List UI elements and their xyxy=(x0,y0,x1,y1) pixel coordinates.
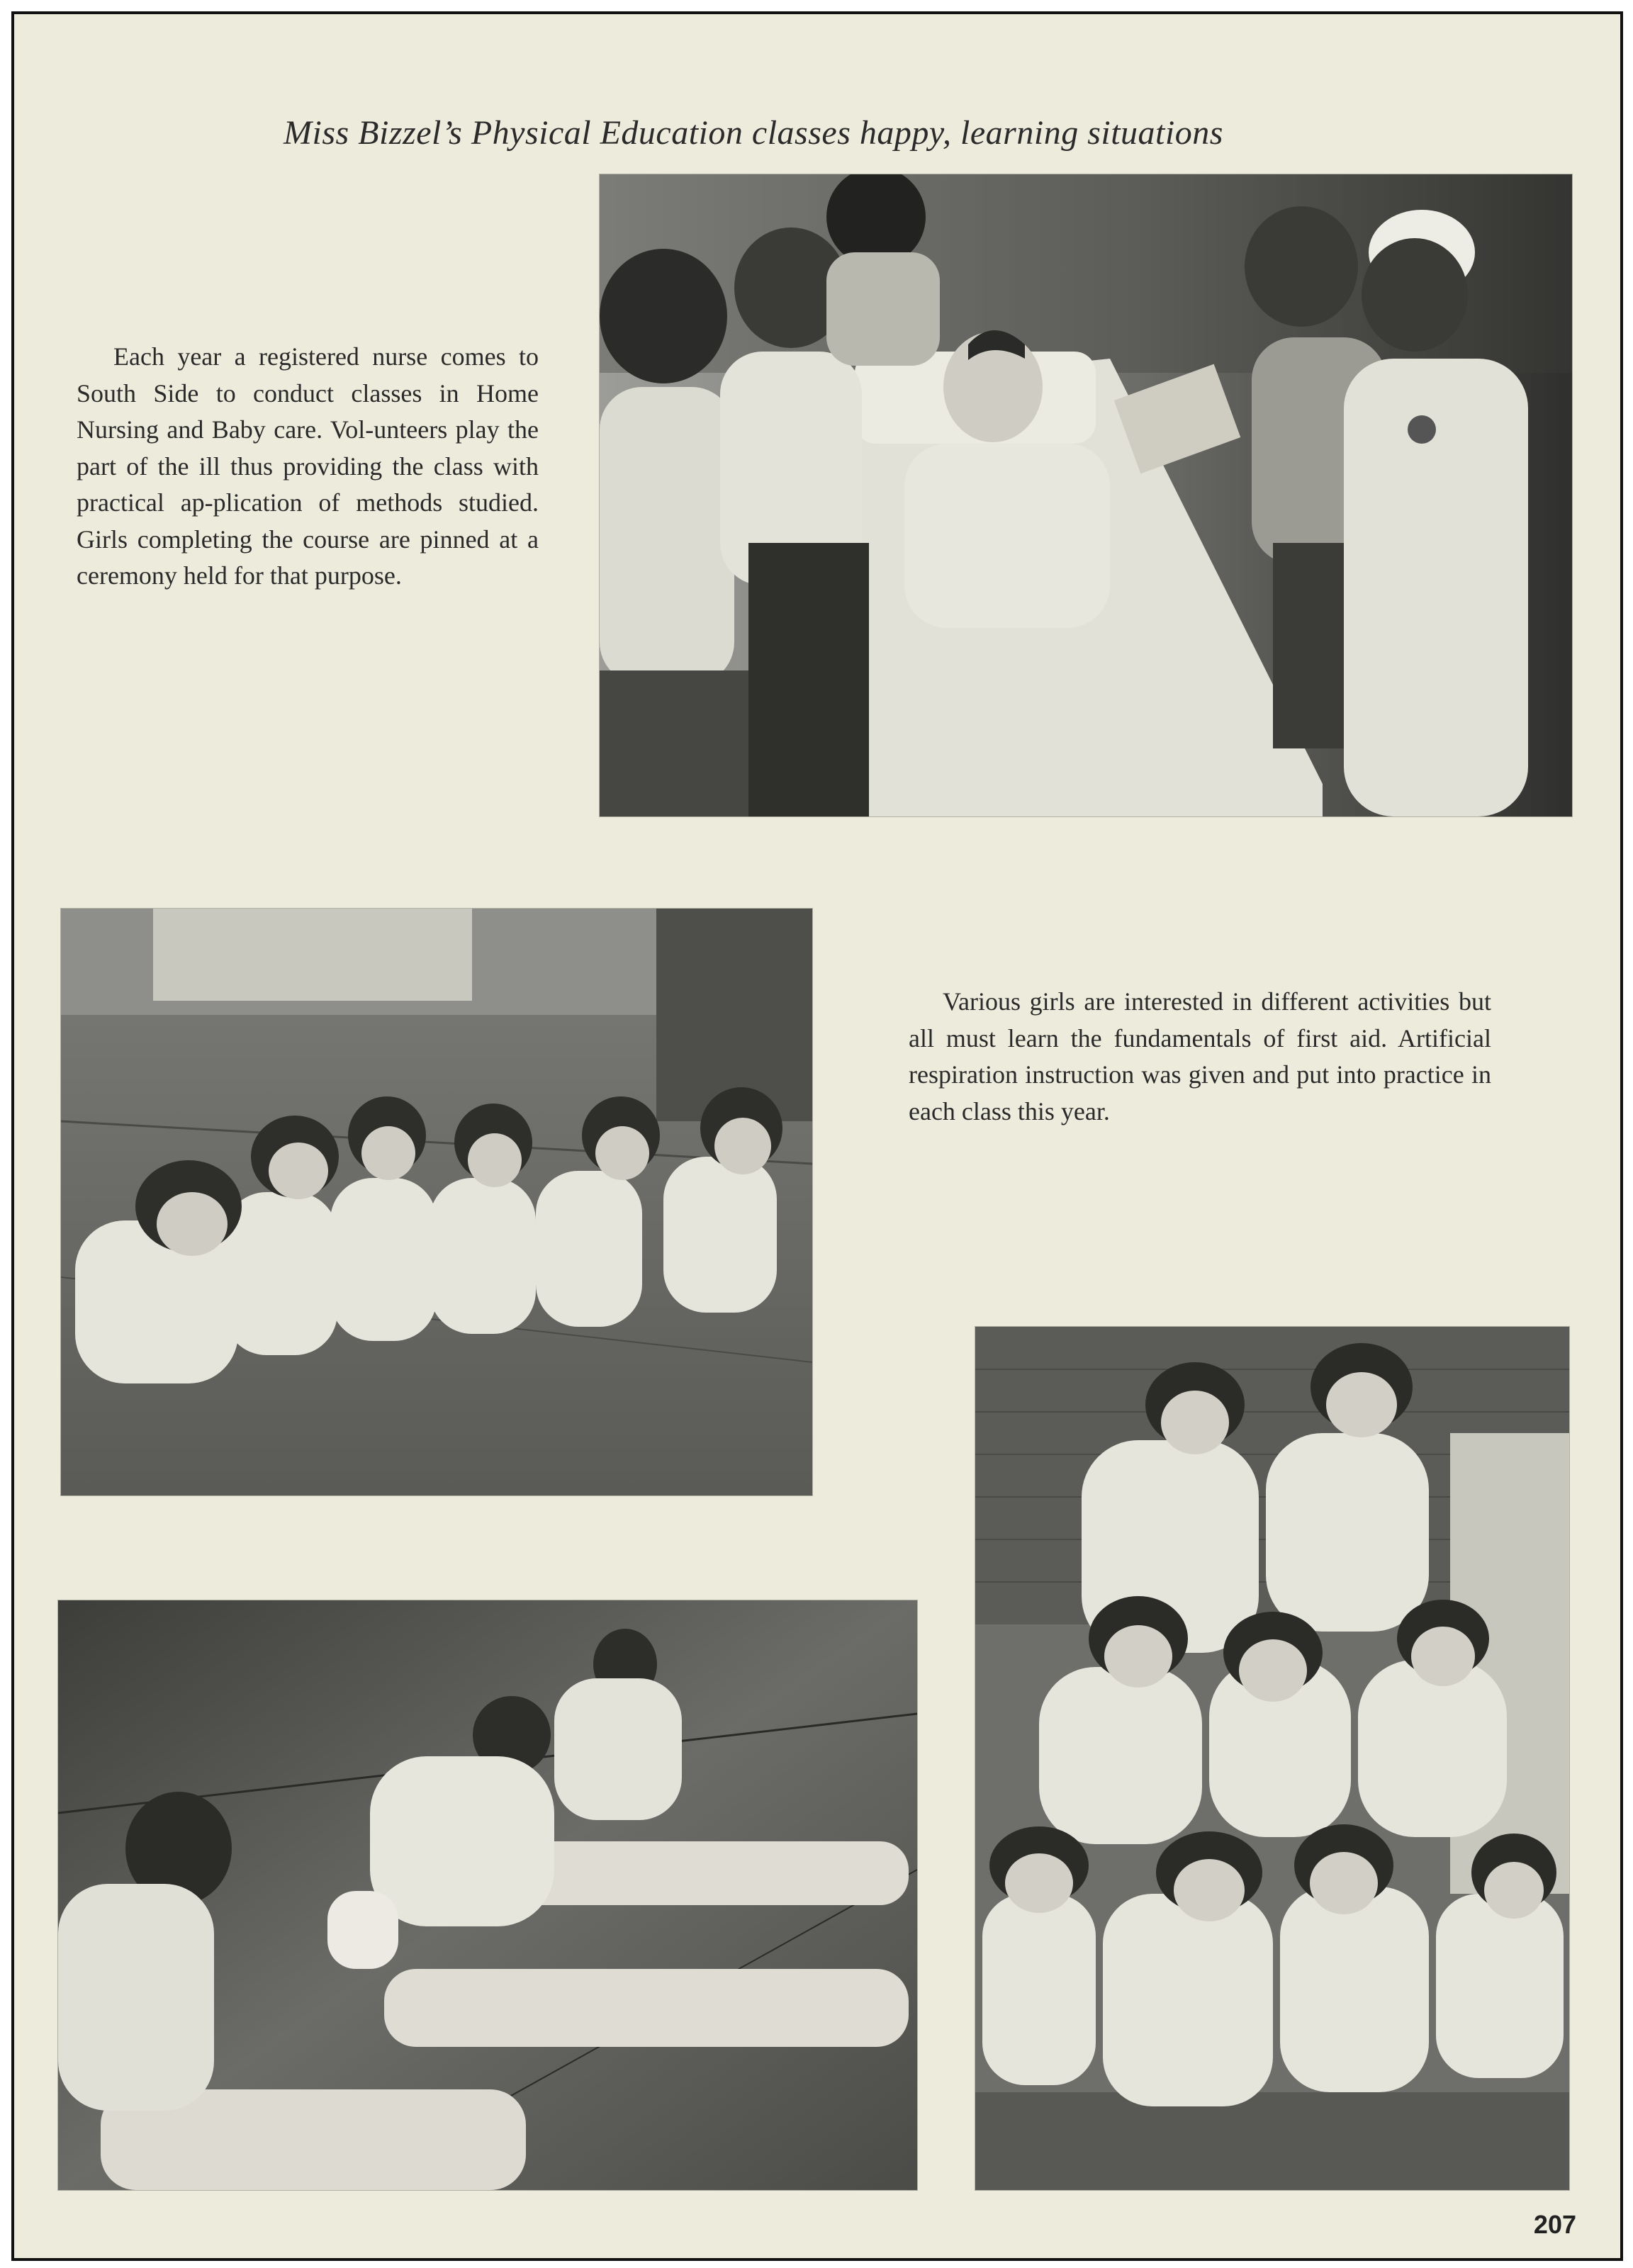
page-headline: Miss Bizzel’s Physical Education classes happy, learning situations xyxy=(284,114,1223,152)
first-aid-paragraph: Various girls are interested in different activities but all must learn the fundamentals of first aid. Artificial respiration instruction was given and put into practice in each class this year. xyxy=(909,987,1491,1125)
gym-line-photo xyxy=(61,909,812,1495)
artificial-respiration-photo xyxy=(58,1600,917,2190)
yearbook-page xyxy=(11,11,1623,2261)
page-number: 207 xyxy=(1533,2210,1576,2239)
human-pyramid-photo xyxy=(975,1327,1569,2190)
nursing-class-paragraph: Each year a registered nurse comes to South Side to conduct classes in Home Nursing and Baby care. Vol-unteers play the part of the ill thus providing the class with practical ap-plication of methods studied. Girls completing the course are pinned at a ceremony held for that purpose. xyxy=(77,342,539,590)
home-nursing-photo xyxy=(600,174,1572,816)
